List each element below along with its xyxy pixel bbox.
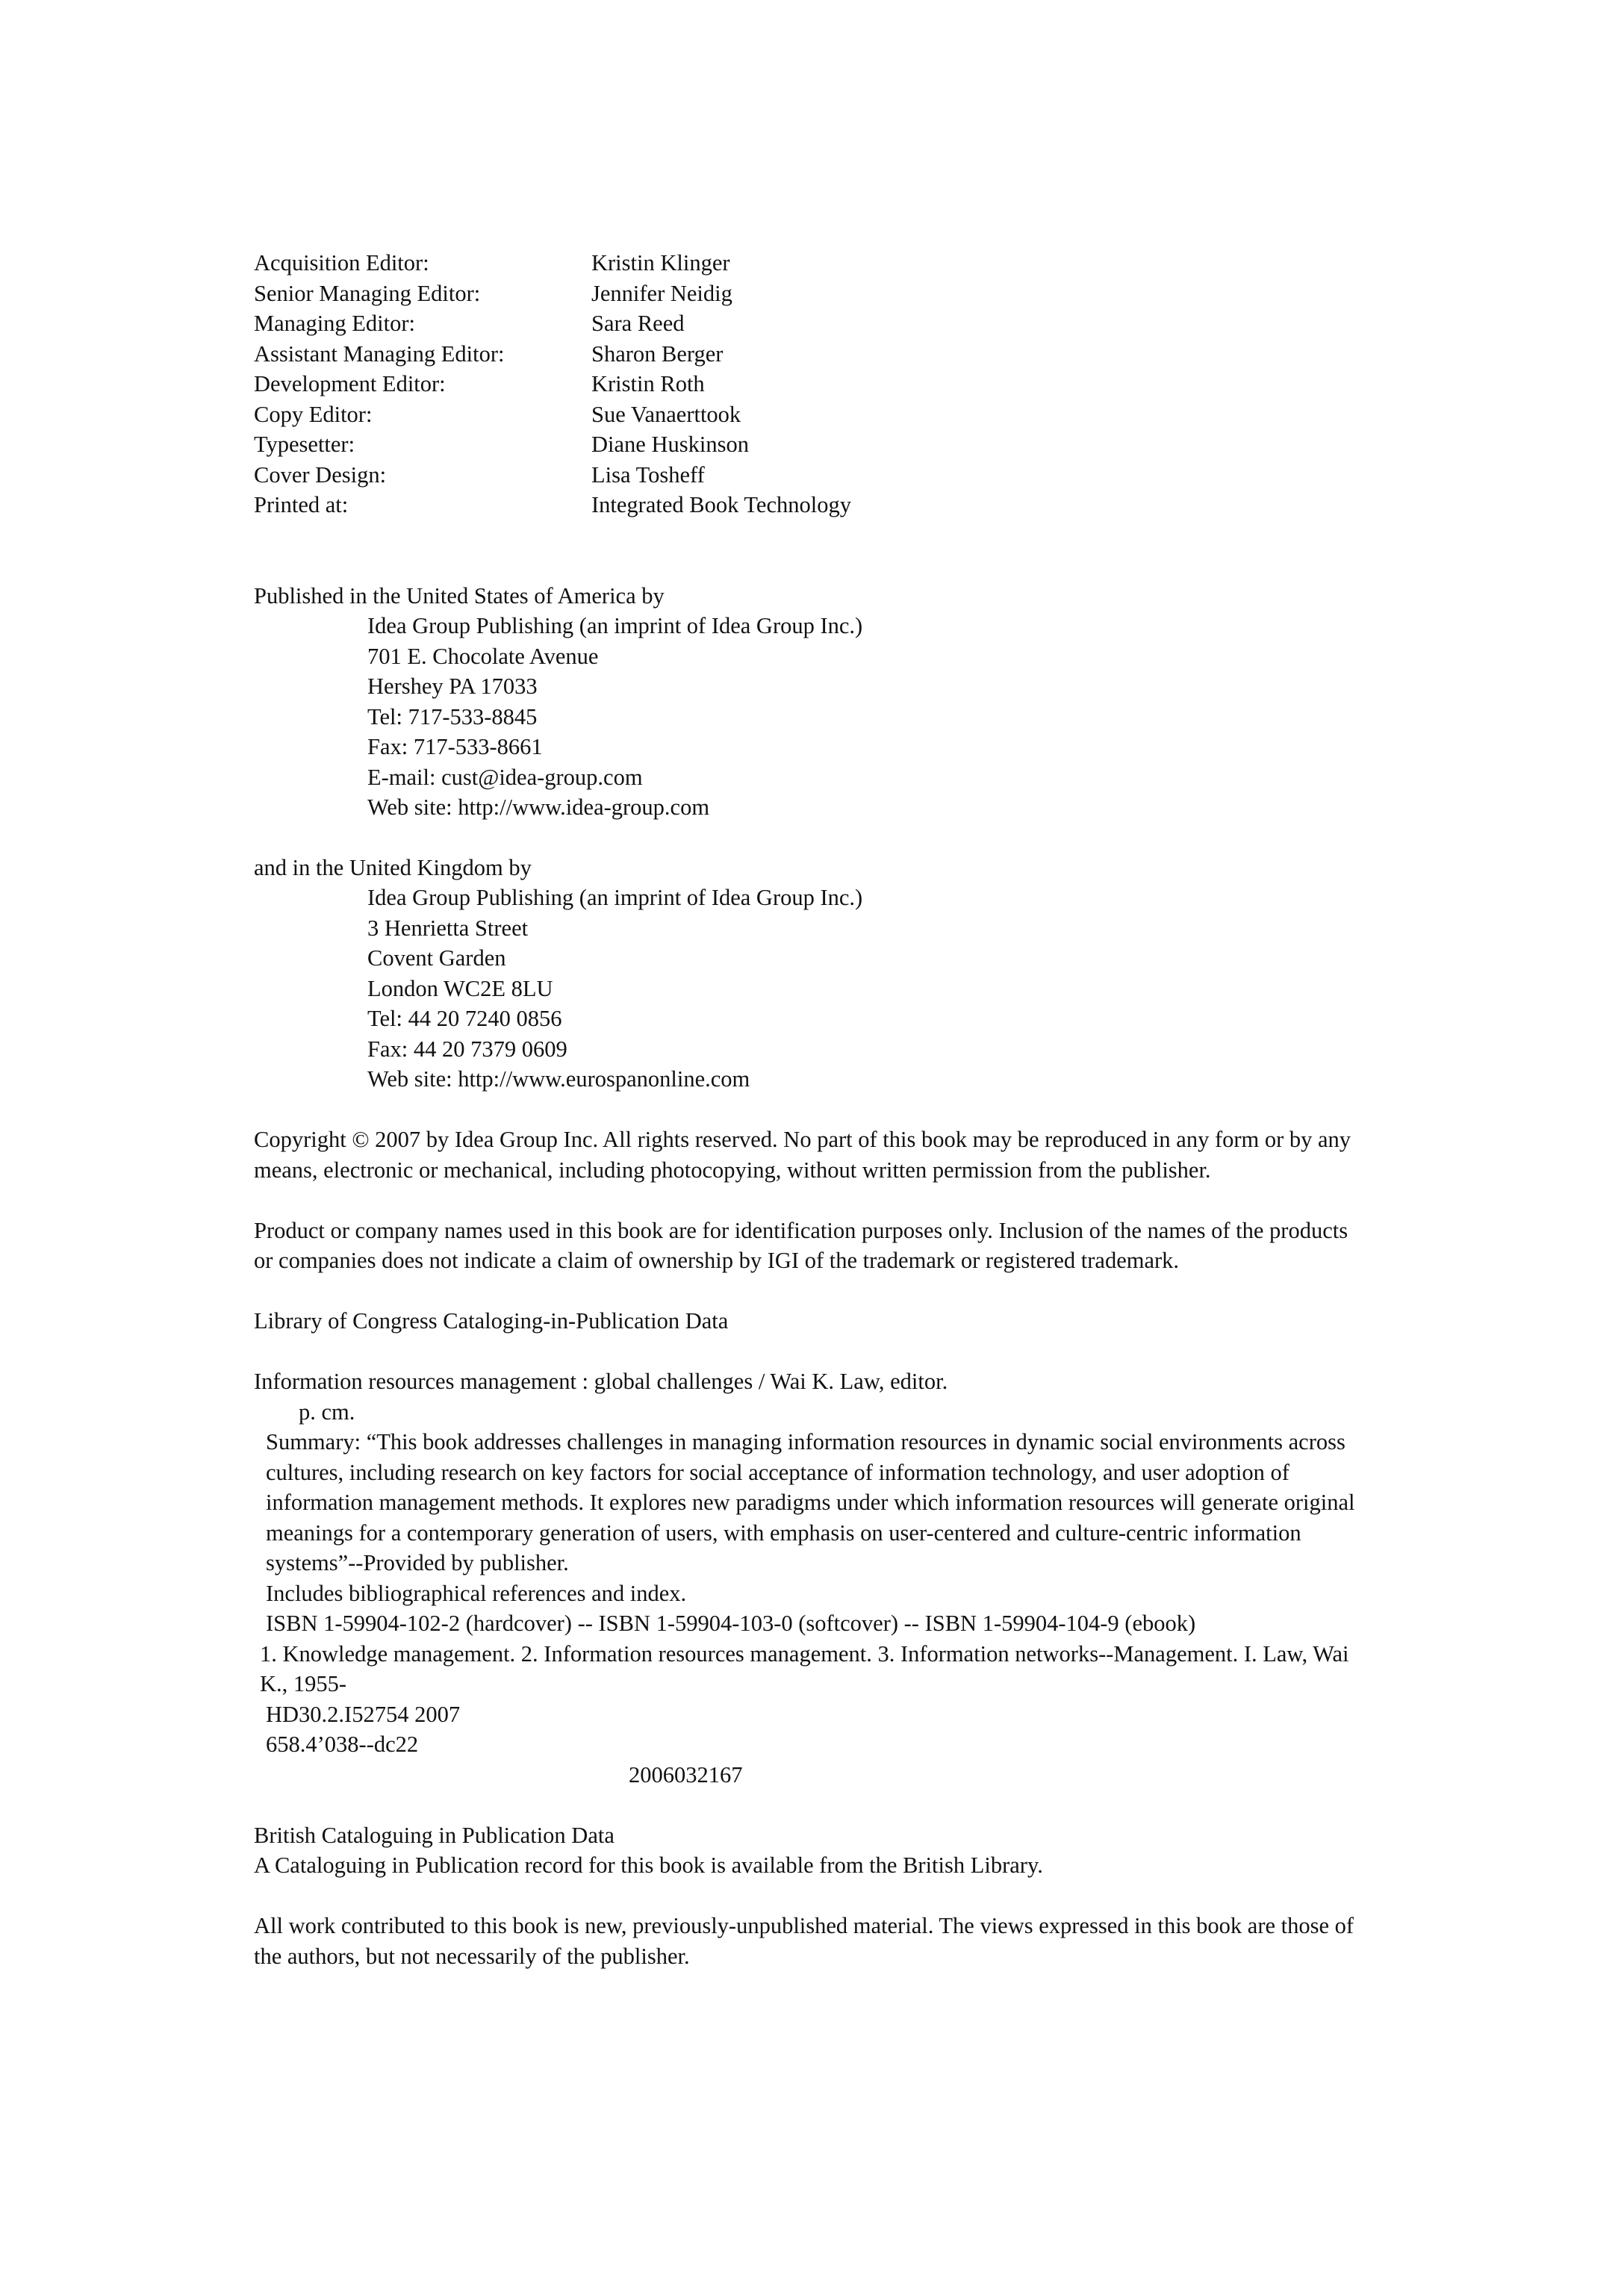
credit-role: Acquisition Editor: [254, 250, 429, 276]
credit-role: Typesetter: [254, 432, 355, 457]
credit-name: Kristin Roth [591, 371, 705, 396]
us-publisher-name: Idea Group Publishing (an imprint of Idea Group Inc.) [367, 613, 863, 638]
trademark-notice: Product or company names used in this book are for identification purposes only. Inclusion of the names of the products or companies does not indicate a claim of ownership by IGI of the trademark or registered trademark. [254, 1217, 1348, 1273]
cip-lccn: 2006032167 [629, 1761, 743, 1788]
credit-name: Kristin Klinger [591, 250, 730, 276]
uk-publisher-name: Idea Group Publishing (an imprint of Idea Group Inc.) [367, 885, 863, 910]
uk-fax: Fax: 44 20 7379 0609 [367, 1036, 567, 1062]
us-fax: Fax: 717-533-8661 [367, 734, 543, 759]
loc-cip-heading: Library of Congress Cataloging-in-Publication Data [254, 1308, 729, 1334]
credit-role: Managing Editor: [254, 311, 416, 336]
credit-role: Development Editor: [254, 371, 446, 396]
credit-name: Lisa Tosheff [591, 461, 705, 488]
british-cip-block [254, 1820, 1374, 1881]
credit-name: Sharon Berger [591, 340, 724, 367]
cip-isbn: ISBN 1-59904-102-2 (hardcover) -- ISBN 1-59904-103-0 (softcover) -- ISBN 1-59904-104-9 (ebook) [266, 1611, 1196, 1636]
credit-role: Copy Editor: [254, 401, 373, 427]
editorial-credits [254, 248, 1374, 520]
cip-bibliography: Includes bibliographical references and index. [266, 1580, 687, 1606]
us-website: Web site: http://www.idea-group.com [367, 794, 710, 820]
uk-phone: Tel: 44 20 7240 0856 [367, 1006, 562, 1031]
credit-name: Jennifer Neidig [591, 280, 732, 306]
credit-role: Assistant Managing Editor: [254, 340, 505, 367]
us-publisher-intro: Published in the United States of America by [254, 582, 665, 609]
uk-address-street: 3 Henrietta Street [367, 915, 529, 941]
uk-website: Web site: http://www.eurospanonline.com [367, 1066, 750, 1092]
credit-role: Cover Design: [254, 461, 387, 488]
credit-name: Diane Huskinson [591, 432, 749, 457]
credit-role: Senior Managing Editor: [254, 280, 481, 306]
uk-publisher-intro: and in the United Kingdom by [254, 854, 532, 880]
us-publisher-block [254, 581, 1374, 823]
cip-title-line: Information resources management : global challenges / Wai K. Law, editor. [254, 1369, 948, 1394]
cip-lc-class: HD30.2.I52754 2007 [266, 1701, 461, 1727]
credit-name: Sue Vanaerttook [591, 401, 741, 427]
copyright-page [254, 248, 1374, 1971]
cip-subjects: 1. Knowledge management. 2. Information resources management. 3. Information networks--Management. I. Law, Wai K., 1955- [260, 1640, 1349, 1696]
loc-cip-record [254, 1366, 1374, 1790]
cip-dewey: 658.4’038--dc22 [266, 1732, 419, 1757]
closing-note: All work contributed to this book is new, previously-unpublished material. The views expressed in this book are those of the authors, but not necessarily of the publisher. [254, 1913, 1354, 1969]
british-cip-text: A Cataloguing in Publication record for this book is available from the British Library. [254, 1852, 1043, 1878]
uk-publisher-block [254, 853, 1374, 1095]
credit-role: Printed at: [254, 492, 349, 517]
uk-address-city: London WC2E 8LU [367, 975, 553, 1001]
copyright-notice: Copyright © 2007 by Idea Group Inc. All rights reserved. No part of this book may be reproduced in any form or by any means, electronic or mechanical, including photocopying, without written permission from the publisher. [254, 1127, 1351, 1183]
us-address-street: 701 E. Chocolate Avenue [367, 643, 599, 669]
us-email: E-mail: cust@idea-group.com [367, 764, 643, 790]
uk-address-area: Covent Garden [367, 945, 506, 971]
us-address-city: Hershey PA 17033 [367, 673, 538, 699]
cip-summary: Summary: “This book addresses challenges in managing information resources in dynamic social environments across cultures, including research on key factors for social acceptance of information technology, and user adoption of information management methods. It explores new paradigms under which information resources will generate original meanings for a contemporary generation of users, with emphasis on user-centered and culture-centric information systems”--Provided by publisher. [266, 1429, 1355, 1575]
credit-name: Sara Reed [591, 311, 685, 336]
us-phone: Tel: 717-533-8845 [367, 703, 538, 729]
cip-pcm: p. cm. [299, 1399, 355, 1425]
british-cip-heading: British Cataloguing in Publication Data [254, 1822, 615, 1848]
credit-name: Integrated Book Technology [591, 492, 851, 517]
